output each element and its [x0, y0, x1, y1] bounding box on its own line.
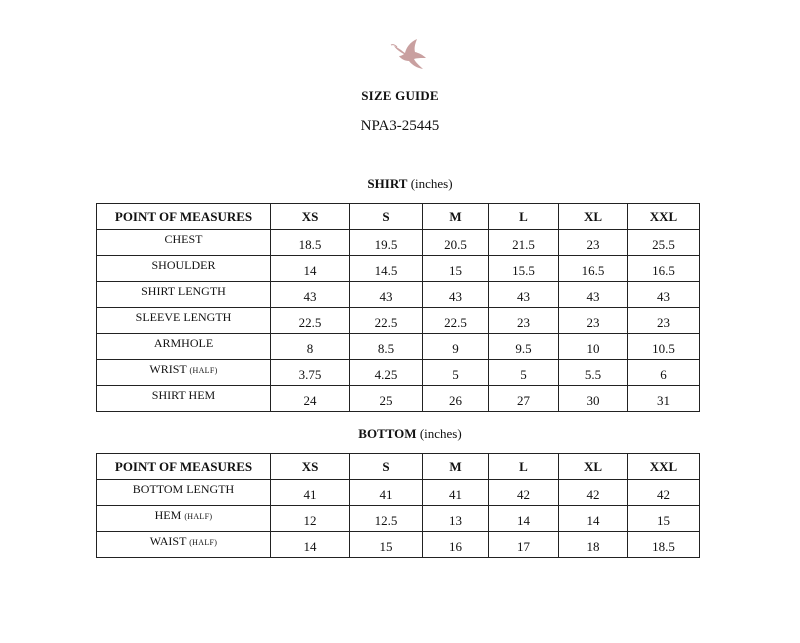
shirt-size-table [96, 203, 700, 412]
measure-name: ARMHOLE [153, 336, 214, 350]
size-value-cell: 23 [628, 308, 700, 334]
size-value-cell: 23 [559, 308, 628, 334]
measure-label [97, 256, 271, 282]
measure-name: CHEST [164, 232, 203, 246]
measure-label [97, 230, 271, 256]
measure-name: SHIRT LENGTH [141, 284, 226, 298]
measure-name: SHOULDER [151, 258, 216, 272]
size-value-cell: 21.5 [489, 230, 559, 256]
measure-label [97, 506, 271, 532]
size-value-cell: 19.5 [350, 230, 423, 256]
table-row [97, 282, 700, 308]
size-value-cell: 25.5 [628, 230, 700, 256]
column-header-size: XXL [628, 204, 700, 230]
dove-icon [390, 36, 430, 72]
size-value-cell: 43 [628, 282, 700, 308]
measure-name: SHIRT HEM [151, 388, 216, 402]
measure-suffix: (HALF) [189, 538, 218, 547]
column-header-size: M [423, 454, 489, 480]
measure-suffix: (HALF) [189, 366, 218, 375]
measure-name: BOTTOM LENGTH [132, 482, 235, 496]
measure-name: HEM [154, 508, 182, 522]
measure-label [97, 308, 271, 334]
shirt-section-title [0, 176, 800, 192]
column-header-size: XL [559, 204, 628, 230]
table-row [97, 480, 700, 506]
size-value-cell: 31 [628, 386, 700, 412]
size-value-cell: 18 [559, 532, 628, 558]
size-value-cell: 16 [423, 532, 489, 558]
size-value-cell: 10 [559, 334, 628, 360]
size-value-cell: 6 [628, 360, 700, 386]
measure-name: WRIST [149, 362, 187, 376]
size-value-cell: 16.5 [559, 256, 628, 282]
bottom-heading-unit: (inches) [419, 426, 462, 441]
size-value-cell: 41 [423, 480, 489, 506]
table-row [97, 256, 700, 282]
size-value-cell: 5 [489, 360, 559, 386]
size-value-cell: 3.75 [271, 360, 350, 386]
size-value-cell: 42 [559, 480, 628, 506]
measure-label [97, 282, 271, 308]
size-value-cell: 22.5 [423, 308, 489, 334]
size-value-cell: 4.25 [350, 360, 423, 386]
size-value-cell: 15 [423, 256, 489, 282]
column-header-size: XS [271, 454, 350, 480]
measure-label [97, 386, 271, 412]
size-value-cell: 14 [489, 506, 559, 532]
size-value-cell: 8.5 [350, 334, 423, 360]
size-value-cell: 20.5 [423, 230, 489, 256]
column-header-size: XS [271, 204, 350, 230]
measure-label [97, 480, 271, 506]
size-value-cell: 15 [628, 506, 700, 532]
column-header-size: S [350, 454, 423, 480]
size-value-cell: 42 [628, 480, 700, 506]
measure-name: SLEEVE LENGTH [135, 310, 232, 324]
column-header-size: L [489, 454, 559, 480]
size-value-cell: 12 [271, 506, 350, 532]
size-value-cell: 13 [423, 506, 489, 532]
page-title: SIZE GUIDE [361, 88, 439, 103]
size-value-cell: 8 [271, 334, 350, 360]
size-value-cell: 12.5 [350, 506, 423, 532]
shirt-heading: SHIRT [367, 176, 408, 191]
table-row [97, 334, 700, 360]
size-value-cell: 25 [350, 386, 423, 412]
column-header-size: XL [559, 454, 628, 480]
size-value-cell: 14 [271, 532, 350, 558]
table-row [97, 360, 700, 386]
bottom-section-title [0, 426, 800, 442]
size-value-cell: 14.5 [350, 256, 423, 282]
size-value-cell: 22.5 [271, 308, 350, 334]
size-value-cell: 24 [271, 386, 350, 412]
size-value-cell: 30 [559, 386, 628, 412]
table-row [97, 308, 700, 334]
column-header-size: XXL [628, 454, 700, 480]
size-value-cell: 23 [489, 308, 559, 334]
size-value-cell: 9 [423, 334, 489, 360]
size-value-cell: 43 [423, 282, 489, 308]
size-value-cell: 27 [489, 386, 559, 412]
bottom-heading: BOTTOM [358, 426, 417, 441]
size-value-cell: 26 [423, 386, 489, 412]
size-value-cell: 41 [271, 480, 350, 506]
size-value-cell: 43 [271, 282, 350, 308]
bottom-size-table [96, 453, 700, 558]
column-header-size: L [489, 204, 559, 230]
size-value-cell: 15 [350, 532, 423, 558]
size-value-cell: 18.5 [271, 230, 350, 256]
table-row [97, 386, 700, 412]
size-value-cell: 43 [559, 282, 628, 308]
measure-label [97, 532, 271, 558]
size-value-cell: 43 [489, 282, 559, 308]
table-row [97, 230, 700, 256]
size-value-cell: 23 [559, 230, 628, 256]
size-value-cell: 9.5 [489, 334, 559, 360]
measure-label [97, 360, 271, 386]
table-row [97, 506, 700, 532]
column-header-size: M [423, 204, 489, 230]
size-value-cell: 14 [559, 506, 628, 532]
size-value-cell: 43 [350, 282, 423, 308]
size-value-cell: 17 [489, 532, 559, 558]
column-header-point-of-measures: POINT OF MEASURES [97, 204, 271, 230]
size-value-cell: 15.5 [489, 256, 559, 282]
table-header-row [97, 204, 700, 230]
size-value-cell: 16.5 [628, 256, 700, 282]
column-header-size: S [350, 204, 423, 230]
measure-name: WAIST [149, 534, 187, 548]
measure-label [97, 334, 271, 360]
column-header-point-of-measures: POINT OF MEASURES [97, 454, 271, 480]
size-value-cell: 5 [423, 360, 489, 386]
measure-suffix: (HALF) [184, 512, 213, 521]
size-value-cell: 10.5 [628, 334, 700, 360]
size-value-cell: 41 [350, 480, 423, 506]
size-value-cell: 22.5 [350, 308, 423, 334]
shirt-heading-unit: (inches) [410, 176, 453, 191]
size-value-cell: 5.5 [559, 360, 628, 386]
size-value-cell: 42 [489, 480, 559, 506]
size-value-cell: 18.5 [628, 532, 700, 558]
table-row [97, 532, 700, 558]
table-header-row [97, 454, 700, 480]
size-value-cell: 14 [271, 256, 350, 282]
product-code: NPA3-25445 [360, 118, 440, 134]
